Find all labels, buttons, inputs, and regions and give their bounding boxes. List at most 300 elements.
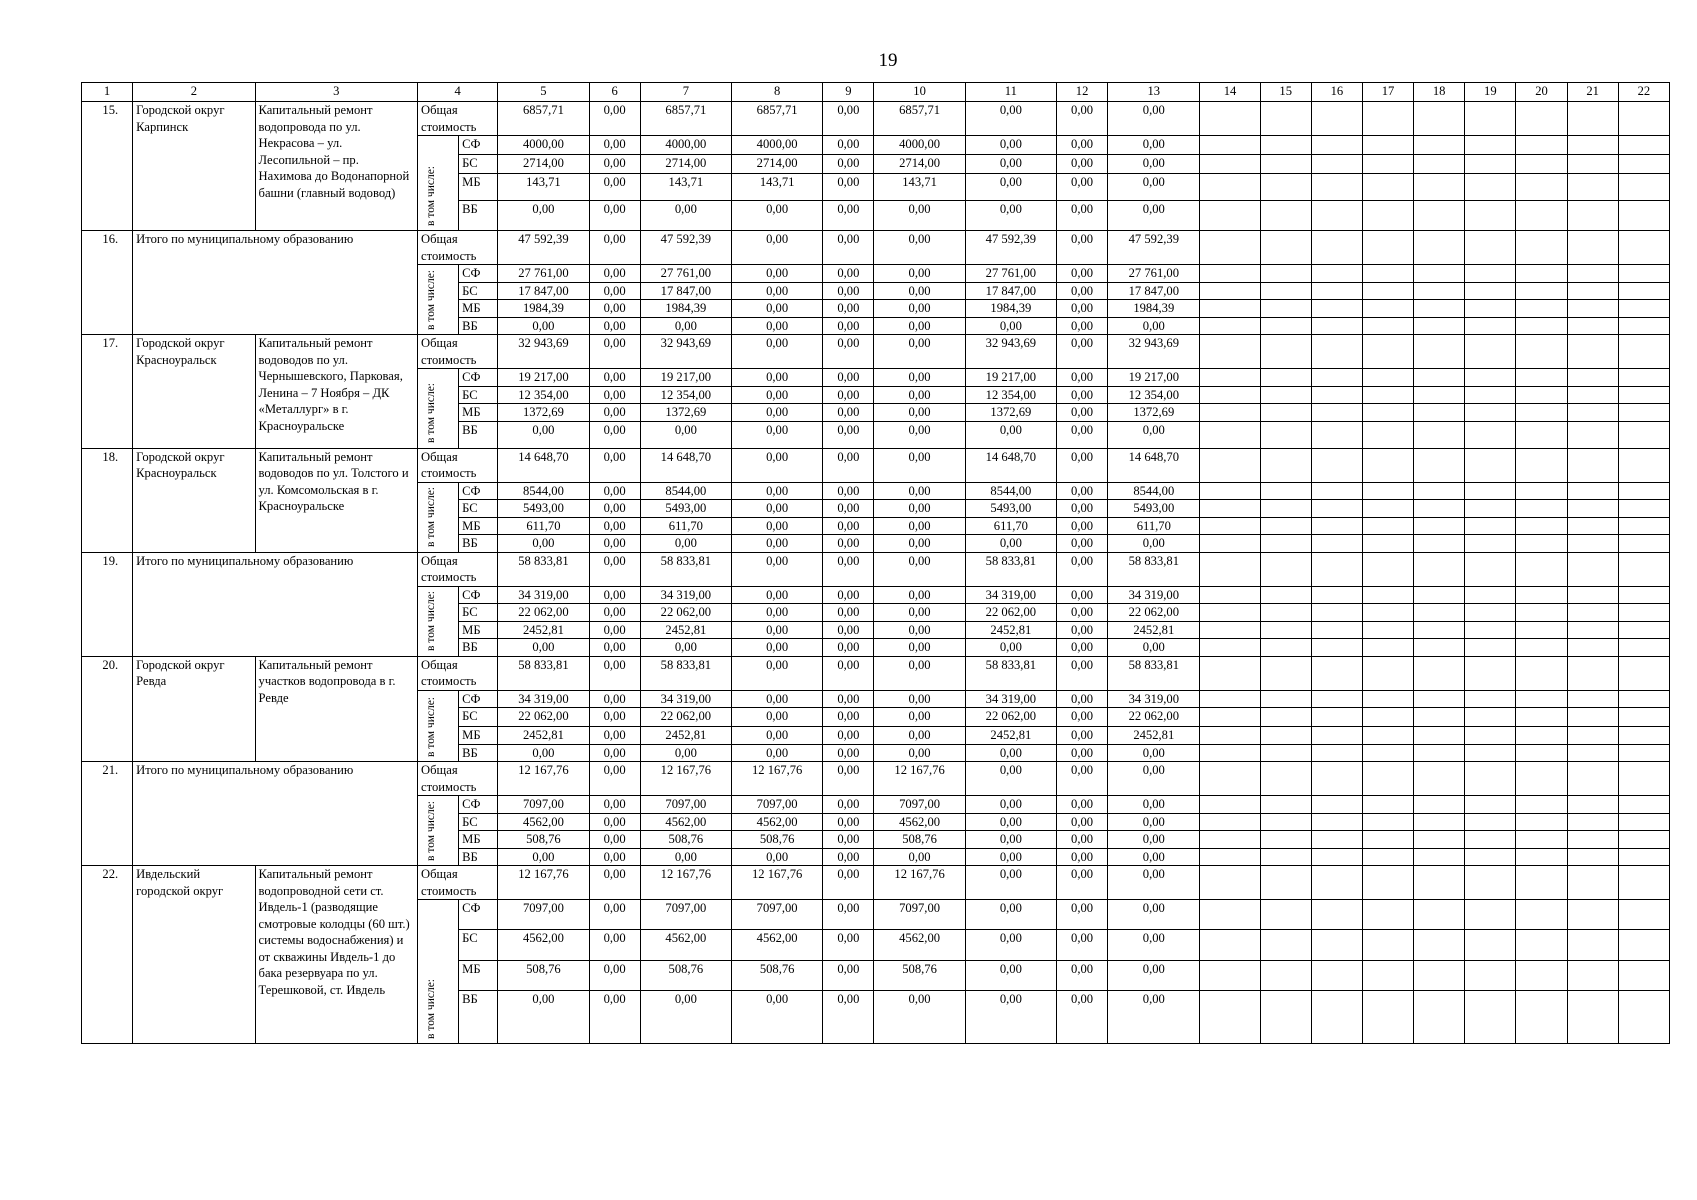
empty-cell xyxy=(1465,848,1516,866)
empty-cell xyxy=(1567,335,1618,369)
value-cell: 0,00 xyxy=(874,517,965,535)
value-cell: 0,00 xyxy=(1057,991,1108,1044)
funding-source: ВБ xyxy=(459,535,498,553)
empty-cell xyxy=(1311,656,1362,690)
value-cell: 0,00 xyxy=(732,744,823,762)
column-number-header: 2 xyxy=(133,83,255,102)
value-cell: 12 167,76 xyxy=(874,866,965,900)
value-cell: 0,00 xyxy=(589,282,640,300)
empty-cell xyxy=(1362,831,1413,849)
value-cell: 0,00 xyxy=(498,317,589,335)
value-cell: 0,00 xyxy=(1057,831,1108,849)
empty-cell xyxy=(1200,866,1260,900)
empty-cell xyxy=(1414,796,1465,814)
empty-cell xyxy=(1362,136,1413,155)
empty-cell xyxy=(1516,535,1567,553)
empty-cell xyxy=(1414,831,1465,849)
value-cell: 0,00 xyxy=(823,831,874,849)
empty-cell xyxy=(1200,708,1260,727)
value-cell: 0,00 xyxy=(874,448,965,482)
funding-source: БС xyxy=(459,155,498,174)
including-label xyxy=(418,369,459,449)
value-cell: 0,00 xyxy=(640,639,731,657)
empty-cell xyxy=(1465,535,1516,553)
empty-cell xyxy=(1516,102,1567,136)
empty-cell xyxy=(1465,517,1516,535)
value-cell: 0,00 xyxy=(589,900,640,930)
value-cell: 0,00 xyxy=(589,300,640,318)
empty-cell xyxy=(1516,604,1567,622)
empty-cell xyxy=(1260,265,1311,283)
empty-cell xyxy=(1362,102,1413,136)
value-cell: 0,00 xyxy=(823,265,874,283)
value-cell: 12 167,76 xyxy=(874,762,965,796)
empty-cell xyxy=(1260,404,1311,422)
value-cell: 0,00 xyxy=(1108,155,1200,174)
value-cell: 0,00 xyxy=(732,517,823,535)
value-cell: 0,00 xyxy=(965,961,1056,991)
empty-cell xyxy=(1618,930,1669,961)
empty-cell xyxy=(1362,421,1413,448)
value-cell: 0,00 xyxy=(498,744,589,762)
empty-cell xyxy=(1200,535,1260,553)
value-cell: 0,00 xyxy=(823,586,874,604)
value-cell: 34 319,00 xyxy=(965,690,1056,708)
including-text: в том числе: xyxy=(425,696,438,757)
value-cell: 58 833,81 xyxy=(1108,656,1200,690)
funding-source: ВБ xyxy=(459,201,498,231)
value-cell: 47 592,39 xyxy=(498,231,589,265)
value-cell: 0,00 xyxy=(1057,482,1108,500)
value-cell: 4562,00 xyxy=(732,930,823,961)
empty-cell xyxy=(1200,727,1260,745)
empty-cell xyxy=(1362,762,1413,796)
table-row xyxy=(82,335,1670,369)
value-cell: 143,71 xyxy=(874,174,965,201)
empty-cell xyxy=(1414,369,1465,387)
value-cell: 0,00 xyxy=(1108,831,1200,849)
value-cell: 0,00 xyxy=(823,866,874,900)
value-cell: 0,00 xyxy=(965,155,1056,174)
value-cell: 0,00 xyxy=(965,174,1056,201)
empty-cell xyxy=(1362,848,1413,866)
value-cell: 0,00 xyxy=(589,708,640,727)
value-cell: 0,00 xyxy=(1108,991,1200,1044)
value-cell: 508,76 xyxy=(498,961,589,991)
value-cell: 19 217,00 xyxy=(1108,369,1200,387)
value-cell: 0,00 xyxy=(589,265,640,283)
including-label xyxy=(418,136,459,231)
empty-cell xyxy=(1362,369,1413,387)
empty-cell xyxy=(1311,690,1362,708)
value-cell: 0,00 xyxy=(1108,535,1200,553)
value-cell: 0,00 xyxy=(1057,155,1108,174)
empty-cell xyxy=(1465,500,1516,518)
empty-cell xyxy=(1414,265,1465,283)
value-cell: 0,00 xyxy=(732,656,823,690)
empty-cell xyxy=(1516,174,1567,201)
value-cell: 58 833,81 xyxy=(965,552,1056,586)
empty-cell xyxy=(1414,102,1465,136)
empty-cell xyxy=(1618,369,1669,387)
value-cell: 17 847,00 xyxy=(640,282,731,300)
value-cell: 1984,39 xyxy=(640,300,731,318)
empty-cell xyxy=(1618,727,1669,745)
value-cell: 4562,00 xyxy=(640,930,731,961)
column-number-header: 5 xyxy=(498,83,589,102)
empty-cell xyxy=(1311,482,1362,500)
empty-cell xyxy=(1567,552,1618,586)
empty-cell xyxy=(1260,482,1311,500)
empty-cell xyxy=(1516,482,1567,500)
value-cell: 0,00 xyxy=(823,174,874,201)
value-cell: 0,00 xyxy=(874,404,965,422)
empty-cell xyxy=(1362,604,1413,622)
empty-cell xyxy=(1465,727,1516,745)
value-cell: 0,00 xyxy=(1057,796,1108,814)
empty-cell xyxy=(1414,421,1465,448)
empty-cell xyxy=(1516,386,1567,404)
empty-cell xyxy=(1260,848,1311,866)
value-cell: 0,00 xyxy=(823,848,874,866)
value-cell: 0,00 xyxy=(965,421,1056,448)
empty-cell xyxy=(1465,448,1516,482)
value-cell: 0,00 xyxy=(589,535,640,553)
value-cell: 1984,39 xyxy=(498,300,589,318)
value-cell: 0,00 xyxy=(1057,900,1108,930)
empty-cell xyxy=(1567,991,1618,1044)
value-cell: 0,00 xyxy=(1057,517,1108,535)
value-cell: 0,00 xyxy=(823,102,874,136)
value-cell: 0,00 xyxy=(1057,300,1108,318)
including-label xyxy=(418,586,459,656)
empty-cell xyxy=(1618,201,1669,231)
value-cell: 143,71 xyxy=(640,174,731,201)
value-cell: 0,00 xyxy=(732,708,823,727)
including-text: в том числе: xyxy=(425,978,438,1039)
empty-cell xyxy=(1260,866,1311,900)
total-cost-label: Общая стоимость xyxy=(418,656,498,690)
empty-cell xyxy=(1414,282,1465,300)
empty-cell xyxy=(1311,744,1362,762)
empty-cell xyxy=(1260,448,1311,482)
column-number-header: 19 xyxy=(1465,83,1516,102)
value-cell: 7097,00 xyxy=(874,796,965,814)
value-cell: 4000,00 xyxy=(640,136,731,155)
subtotal-label: Итого по муниципальному образованию xyxy=(133,552,418,656)
value-cell: 0,00 xyxy=(1057,690,1108,708)
empty-cell xyxy=(1465,639,1516,657)
empty-cell xyxy=(1414,727,1465,745)
funding-source: БС xyxy=(459,813,498,831)
value-cell: 0,00 xyxy=(498,639,589,657)
empty-cell xyxy=(1260,604,1311,622)
project-description: Капитальный ремонт водоводов по ул. Чернышевского, Парковая, Ленина – 7 Ноября – ДК «Металлург» в г. Красноуральске xyxy=(255,335,418,449)
column-number-header: 9 xyxy=(823,83,874,102)
empty-cell xyxy=(1567,900,1618,930)
empty-cell xyxy=(1516,155,1567,174)
value-cell: 0,00 xyxy=(732,535,823,553)
empty-cell xyxy=(1618,231,1669,265)
column-number-header: 13 xyxy=(1108,83,1200,102)
value-cell: 7097,00 xyxy=(498,796,589,814)
value-cell: 0,00 xyxy=(823,155,874,174)
empty-cell xyxy=(1414,335,1465,369)
funding-source: СФ xyxy=(459,136,498,155)
empty-cell xyxy=(1362,690,1413,708)
value-cell: 8544,00 xyxy=(965,482,1056,500)
value-cell: 7097,00 xyxy=(874,900,965,930)
including-text: в том числе: xyxy=(425,383,438,443)
project-description: Капитальный ремонт водоводов по ул. Толстого и ул. Комсомольская в г. Красноуральске xyxy=(255,448,418,552)
empty-cell xyxy=(1414,500,1465,518)
value-cell: 8544,00 xyxy=(640,482,731,500)
empty-cell xyxy=(1465,174,1516,201)
value-cell: 4562,00 xyxy=(498,930,589,961)
empty-cell xyxy=(1465,265,1516,283)
value-cell: 2452,81 xyxy=(1108,727,1200,745)
empty-cell xyxy=(1414,535,1465,553)
value-cell: 12 167,76 xyxy=(732,762,823,796)
value-cell: 12 354,00 xyxy=(640,386,731,404)
empty-cell xyxy=(1567,604,1618,622)
empty-cell xyxy=(1362,552,1413,586)
value-cell: 34 319,00 xyxy=(965,586,1056,604)
value-cell: 0,00 xyxy=(1057,404,1108,422)
value-cell: 0,00 xyxy=(589,831,640,849)
value-cell: 22 062,00 xyxy=(1108,604,1200,622)
empty-cell xyxy=(1260,900,1311,930)
value-cell: 0,00 xyxy=(874,991,965,1044)
value-cell: 1372,69 xyxy=(640,404,731,422)
value-cell: 0,00 xyxy=(965,762,1056,796)
value-cell: 0,00 xyxy=(732,604,823,622)
empty-cell xyxy=(1465,991,1516,1044)
value-cell: 22 062,00 xyxy=(640,604,731,622)
empty-cell xyxy=(1200,369,1260,387)
empty-cell xyxy=(1362,317,1413,335)
empty-cell xyxy=(1200,744,1260,762)
value-cell: 0,00 xyxy=(874,621,965,639)
empty-cell xyxy=(1414,300,1465,318)
empty-cell xyxy=(1362,265,1413,283)
empty-cell xyxy=(1311,265,1362,283)
value-cell: 34 319,00 xyxy=(498,690,589,708)
value-cell: 0,00 xyxy=(823,335,874,369)
empty-cell xyxy=(1618,174,1669,201)
empty-cell xyxy=(1362,744,1413,762)
empty-cell xyxy=(1465,656,1516,690)
value-cell: 0,00 xyxy=(874,639,965,657)
empty-cell xyxy=(1465,201,1516,231)
funding-source: СФ xyxy=(459,690,498,708)
value-cell: 7097,00 xyxy=(732,796,823,814)
empty-cell xyxy=(1516,848,1567,866)
empty-cell xyxy=(1465,155,1516,174)
value-cell: 0,00 xyxy=(1057,102,1108,136)
value-cell: 0,00 xyxy=(823,930,874,961)
empty-cell xyxy=(1200,639,1260,657)
empty-cell xyxy=(1567,744,1618,762)
value-cell: 0,00 xyxy=(874,201,965,231)
value-cell: 0,00 xyxy=(1057,317,1108,335)
value-cell: 12 167,76 xyxy=(498,866,589,900)
including-label xyxy=(418,796,459,866)
table-row xyxy=(82,762,1670,796)
empty-cell xyxy=(1618,517,1669,535)
value-cell: 0,00 xyxy=(589,604,640,622)
value-cell: 0,00 xyxy=(965,796,1056,814)
value-cell: 0,00 xyxy=(732,448,823,482)
empty-cell xyxy=(1618,404,1669,422)
value-cell: 0,00 xyxy=(640,848,731,866)
empty-cell xyxy=(1311,517,1362,535)
value-cell: 19 217,00 xyxy=(965,369,1056,387)
empty-cell xyxy=(1516,517,1567,535)
value-cell: 0,00 xyxy=(823,535,874,553)
empty-cell xyxy=(1311,335,1362,369)
empty-cell xyxy=(1200,300,1260,318)
empty-cell xyxy=(1465,690,1516,708)
row-number: 15. xyxy=(82,102,133,231)
empty-cell xyxy=(1362,991,1413,1044)
value-cell: 12 354,00 xyxy=(498,386,589,404)
value-cell: 6857,71 xyxy=(498,102,589,136)
empty-cell xyxy=(1567,930,1618,961)
value-cell: 2714,00 xyxy=(874,155,965,174)
empty-cell xyxy=(1362,961,1413,991)
empty-cell xyxy=(1516,866,1567,900)
empty-cell xyxy=(1260,535,1311,553)
value-cell: 12 167,76 xyxy=(498,762,589,796)
row-number: 19. xyxy=(82,552,133,656)
value-cell: 0,00 xyxy=(874,386,965,404)
value-cell: 508,76 xyxy=(732,831,823,849)
empty-cell xyxy=(1200,482,1260,500)
empty-cell xyxy=(1311,552,1362,586)
value-cell: 0,00 xyxy=(965,201,1056,231)
municipality-name: Городской округ Красноуральск xyxy=(133,448,255,552)
empty-cell xyxy=(1311,386,1362,404)
empty-cell xyxy=(1516,796,1567,814)
empty-cell xyxy=(1311,300,1362,318)
funding-source: ВБ xyxy=(459,421,498,448)
value-cell: 0,00 xyxy=(874,369,965,387)
subtotal-label: Итого по муниципальному образованию xyxy=(133,231,418,335)
value-cell: 0,00 xyxy=(589,317,640,335)
empty-cell xyxy=(1260,727,1311,745)
value-cell: 32 943,69 xyxy=(640,335,731,369)
empty-cell xyxy=(1311,639,1362,657)
value-cell: 0,00 xyxy=(640,744,731,762)
funding-source: СФ xyxy=(459,796,498,814)
column-number-header: 6 xyxy=(589,83,640,102)
column-number-header: 10 xyxy=(874,83,965,102)
empty-cell xyxy=(1200,317,1260,335)
table-row xyxy=(82,102,1670,136)
empty-cell xyxy=(1414,482,1465,500)
value-cell: 47 592,39 xyxy=(1108,231,1200,265)
value-cell: 0,00 xyxy=(965,831,1056,849)
empty-cell xyxy=(1260,155,1311,174)
value-cell: 0,00 xyxy=(874,604,965,622)
value-cell: 27 761,00 xyxy=(640,265,731,283)
funding-source: БС xyxy=(459,500,498,518)
value-cell: 0,00 xyxy=(823,744,874,762)
empty-cell xyxy=(1414,448,1465,482)
value-cell: 8544,00 xyxy=(498,482,589,500)
empty-cell xyxy=(1200,900,1260,930)
empty-cell xyxy=(1362,335,1413,369)
value-cell: 0,00 xyxy=(874,535,965,553)
empty-cell xyxy=(1567,961,1618,991)
empty-cell xyxy=(1567,621,1618,639)
value-cell: 0,00 xyxy=(823,386,874,404)
empty-cell xyxy=(1516,552,1567,586)
value-cell: 0,00 xyxy=(589,796,640,814)
empty-cell xyxy=(1311,404,1362,422)
empty-cell xyxy=(1362,639,1413,657)
value-cell: 0,00 xyxy=(589,231,640,265)
empty-cell xyxy=(1618,900,1669,930)
empty-cell xyxy=(1516,727,1567,745)
value-cell: 0,00 xyxy=(589,482,640,500)
municipality-name: Городской округ Красноуральск xyxy=(133,335,255,449)
table-row xyxy=(82,866,1670,900)
empty-cell xyxy=(1311,421,1362,448)
value-cell: 27 761,00 xyxy=(498,265,589,283)
value-cell: 17 847,00 xyxy=(498,282,589,300)
empty-cell xyxy=(1260,201,1311,231)
empty-cell xyxy=(1311,535,1362,553)
value-cell: 0,00 xyxy=(823,708,874,727)
empty-cell xyxy=(1362,174,1413,201)
empty-cell xyxy=(1618,744,1669,762)
empty-cell xyxy=(1465,586,1516,604)
empty-cell xyxy=(1200,174,1260,201)
funding-source: БС xyxy=(459,708,498,727)
empty-cell xyxy=(1618,604,1669,622)
empty-cell xyxy=(1516,317,1567,335)
empty-cell xyxy=(1618,102,1669,136)
row-number: 20. xyxy=(82,656,133,762)
empty-cell xyxy=(1516,621,1567,639)
value-cell: 0,00 xyxy=(823,300,874,318)
empty-cell xyxy=(1465,866,1516,900)
value-cell: 0,00 xyxy=(589,930,640,961)
value-cell: 0,00 xyxy=(823,404,874,422)
empty-cell xyxy=(1618,317,1669,335)
value-cell: 0,00 xyxy=(1057,174,1108,201)
empty-cell xyxy=(1260,991,1311,1044)
empty-cell xyxy=(1516,282,1567,300)
empty-cell xyxy=(1414,744,1465,762)
table-row xyxy=(82,656,1670,690)
value-cell: 34 319,00 xyxy=(640,586,731,604)
empty-cell xyxy=(1311,155,1362,174)
value-cell: 0,00 xyxy=(874,690,965,708)
empty-cell xyxy=(1618,708,1669,727)
value-cell: 143,71 xyxy=(732,174,823,201)
column-number-header: 12 xyxy=(1057,83,1108,102)
empty-cell xyxy=(1465,231,1516,265)
value-cell: 0,00 xyxy=(1057,656,1108,690)
empty-cell xyxy=(1362,900,1413,930)
value-cell: 1372,69 xyxy=(1108,404,1200,422)
empty-cell xyxy=(1414,517,1465,535)
value-cell: 0,00 xyxy=(965,136,1056,155)
value-cell: 2452,81 xyxy=(640,621,731,639)
